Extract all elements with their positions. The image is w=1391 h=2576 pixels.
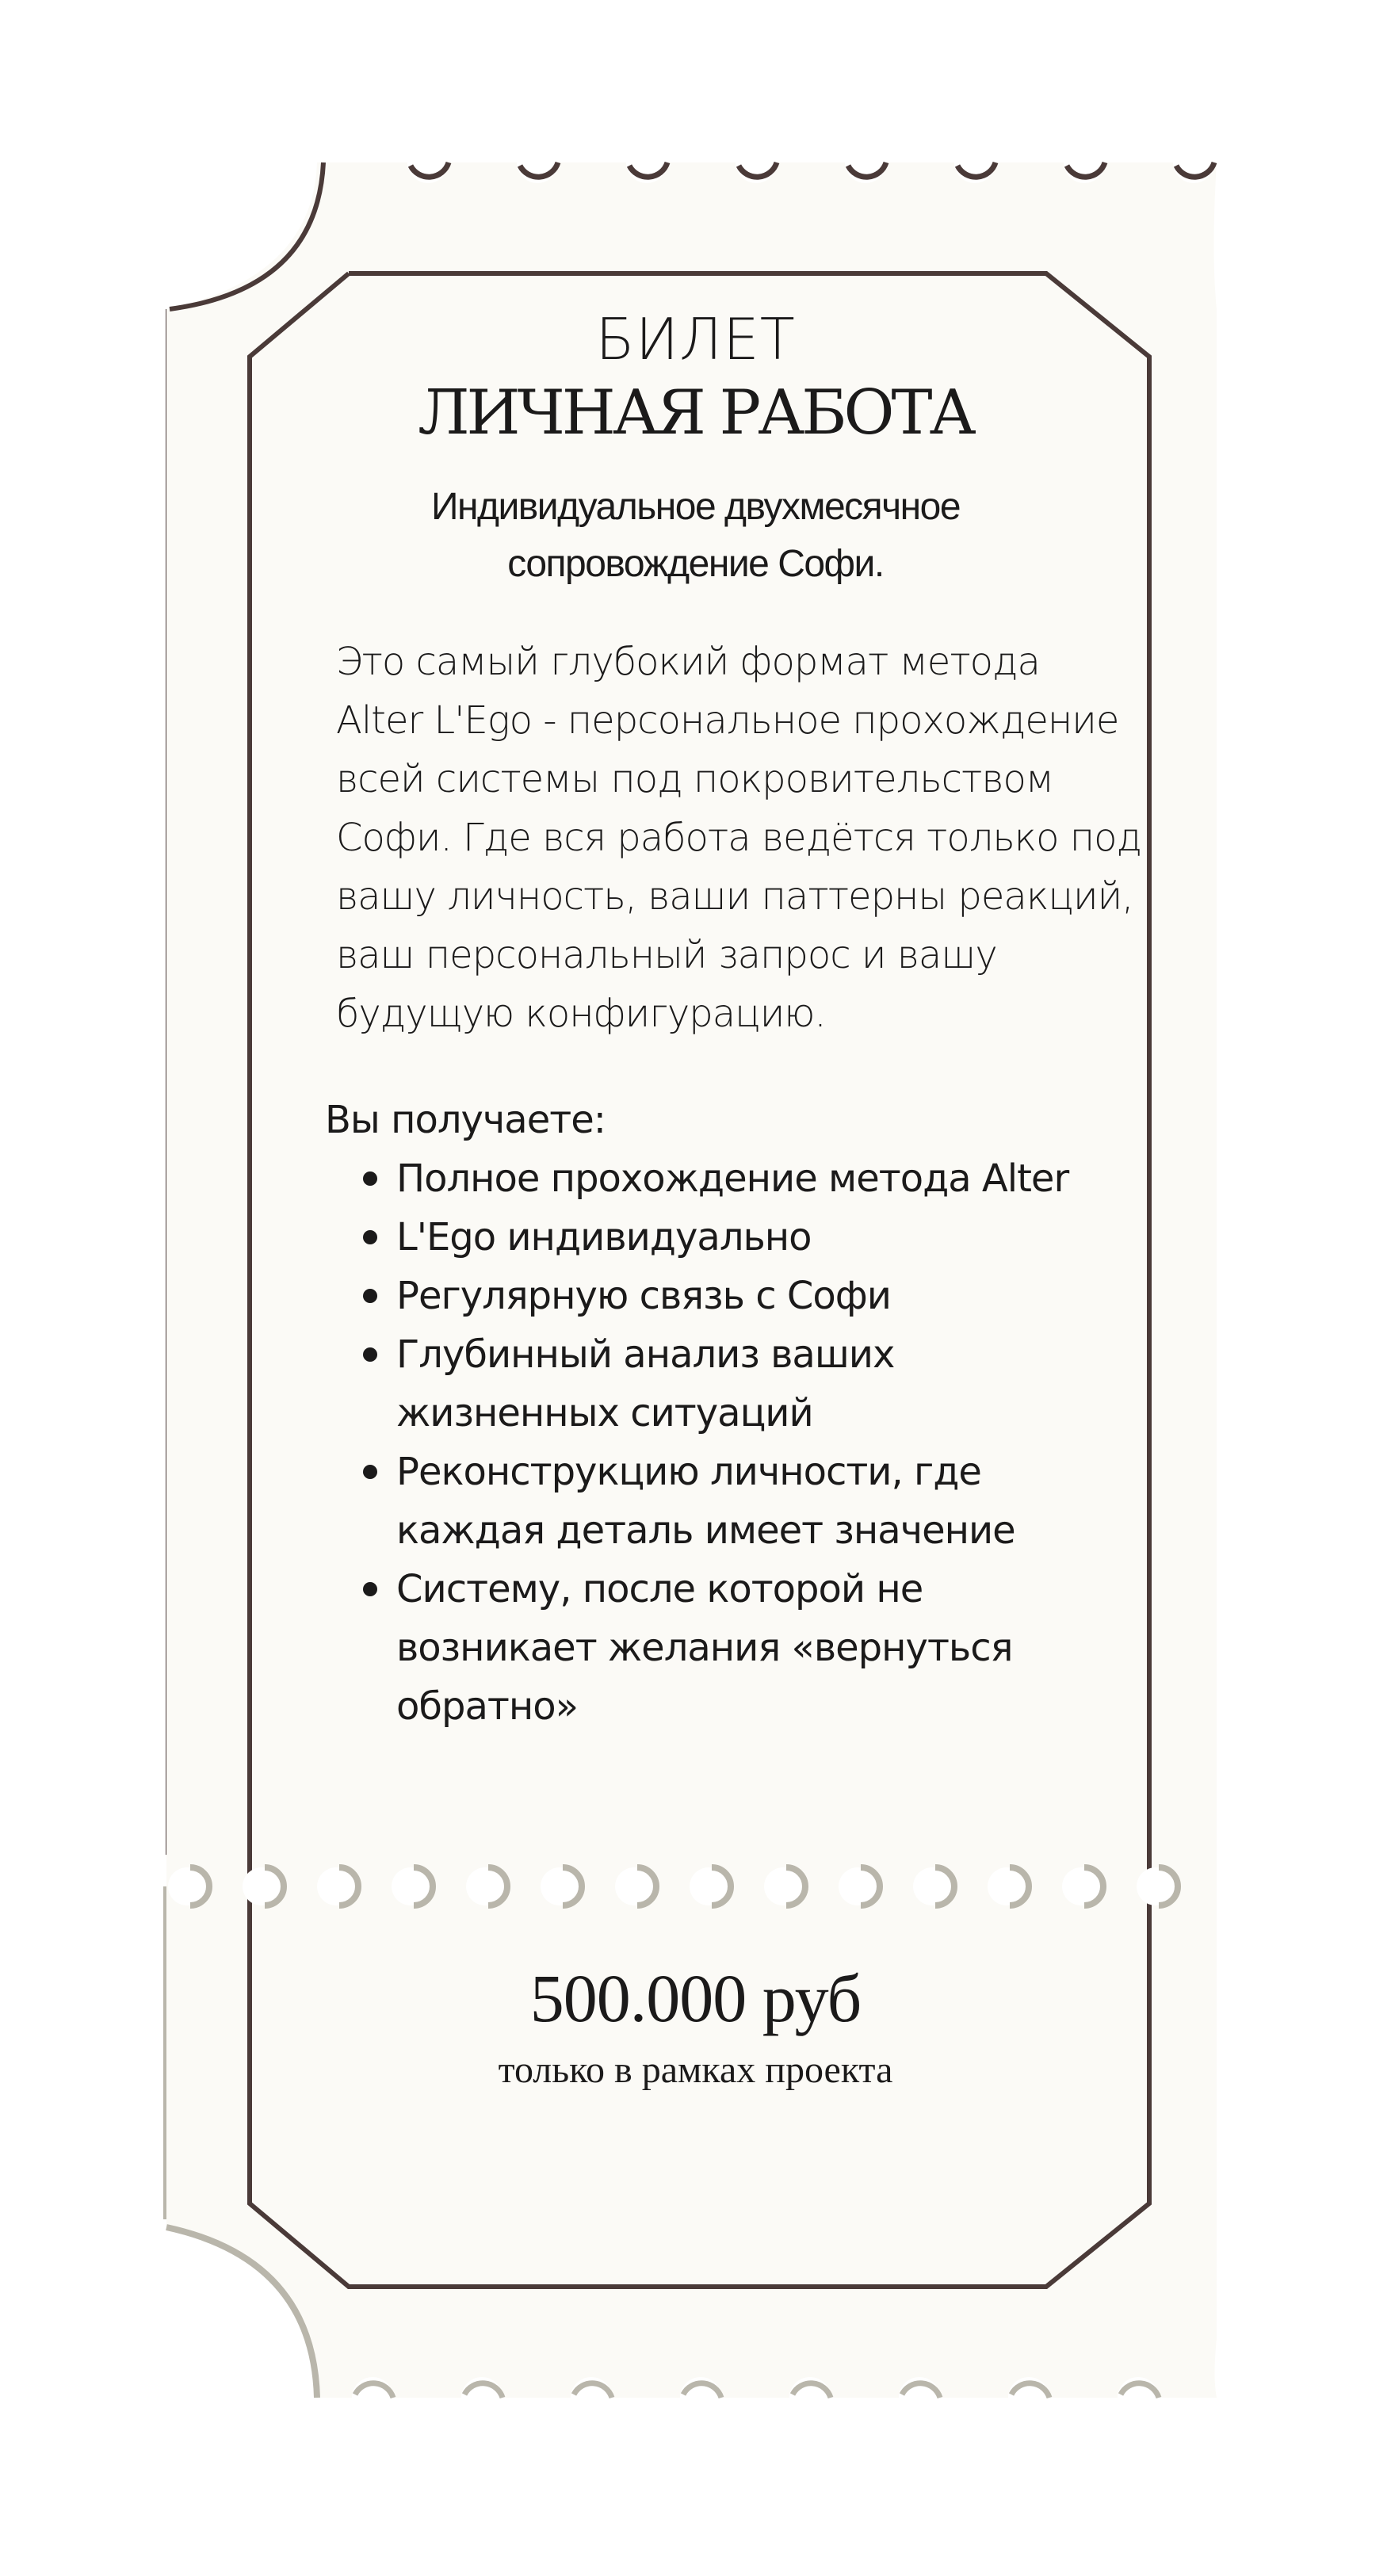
benefit-line: Глубинный анализ ваших [396,1332,895,1377]
bullet-icon [363,1171,377,1186]
benefit-item [349,1560,1062,1736]
benefit-line: Полное прохождение метода Alter [396,1156,1069,1201]
benefit-line: обратно» [396,1684,578,1729]
bullet-icon [363,1465,377,1479]
description-line: Это самый глубокий формат метода [336,640,1040,684]
bullet-icon [363,1289,377,1303]
bullet-icon [363,1582,377,1596]
ticket-title: БИЛЕТ [595,306,796,373]
subtitle-line: сопровождение Софи. [507,543,884,585]
ticket-subtitle [0,479,1391,593]
description-line: будущую конфигурацию. [336,992,826,1036]
benefit-item [349,1208,1062,1267]
benefit-line: Систему, после которой не [396,1567,923,1611]
benefit-line: L'Ego индивидуально [396,1215,812,1259]
benefits-heading: Вы получаете: [325,1098,606,1142]
description-line: ваш персональный запрос и вашу [336,933,997,977]
subtitle-line: Индивидуальное двухмесячное [430,486,961,528]
bullet-icon [363,1347,377,1362]
benefit-item [349,1267,1062,1325]
price-note: только в рамках проекта [498,2049,893,2091]
ticket-price: 500.000 руб [529,1960,862,2036]
ticket-description [336,633,1142,1043]
description-line: Софи. Где вся работа ведётся только под [336,816,1142,860]
description-line: Alter L'Ego - персональное прохождение [336,698,1119,743]
benefit-line: каждая деталь имеет значение [396,1508,1015,1553]
benefits-list [349,1149,1069,1736]
benefit-line: жизненных ситуаций [396,1391,813,1435]
benefit-line: возникает желания «вернуться [396,1626,1013,1670]
benefit-item [349,1443,1062,1560]
bullet-icon [363,1230,377,1244]
benefit-item [349,1149,1069,1208]
benefit-line: Регулярную связь с Софи [396,1274,891,1318]
benefit-item [349,1325,1062,1443]
description-line: всей системы под покровительством [336,757,1054,801]
benefit-line: Реконструкцию личности, где [396,1450,981,1494]
description-line: вашу личность, ваши паттерны реакций, [336,874,1133,919]
ticket-title-format: ЛИЧНАЯ РАБОТА [418,377,973,449]
